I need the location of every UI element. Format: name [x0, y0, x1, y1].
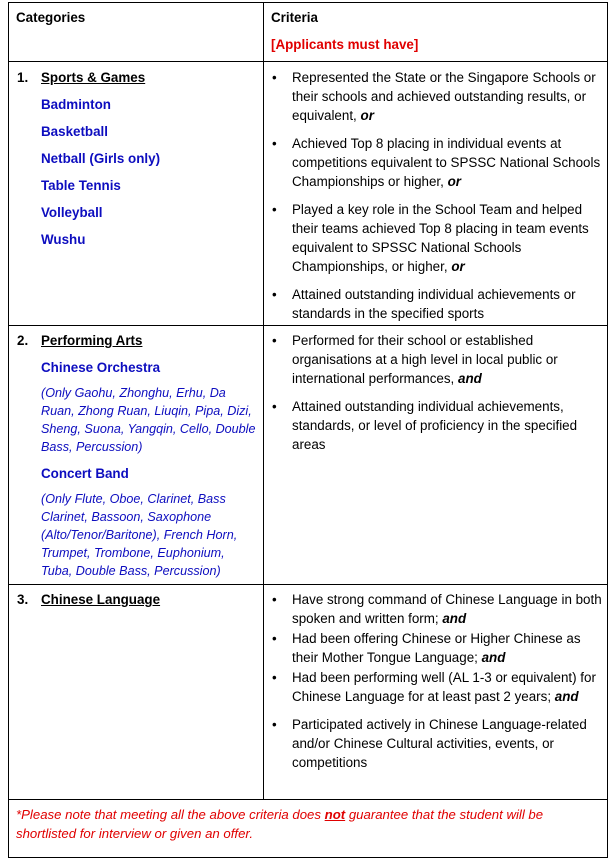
category-cell-sports	[9, 62, 264, 326]
criteria-table	[8, 2, 608, 858]
category-heading	[9, 68, 263, 87]
criteria-cell-chinese-language	[264, 585, 608, 800]
criteria-item: • Attained outstanding individual achievements, standards, or level of proficiency in the specified areas	[264, 397, 607, 454]
criteria-cell-performing-arts	[264, 326, 608, 585]
category-title: Chinese Language	[41, 592, 161, 607]
arts-group-instruments: (Only Gaohu, Zhonghu, Erhu, Da Ruan, Zhong Ruan, Liuqin, Pipa, Dizi, Sheng, Suona, Yangqin, Cello, Double Bass, Percussion)	[41, 386, 256, 454]
criteria-document	[8, 2, 607, 858]
category-title: Performing Arts	[41, 333, 143, 348]
sport-item: Volleyball	[41, 205, 103, 220]
category-heading	[9, 590, 263, 609]
header-row	[9, 3, 608, 62]
criteria-item: • Participated actively in Chinese Language-related and/or Chinese Cultural activities, events, or competitions	[264, 715, 607, 772]
sport-item: Netball (Girls only)	[41, 151, 161, 166]
criteria-item: • Attained outstanding individual achievements or standards in the specified sports	[264, 285, 607, 323]
category-number: 1.	[17, 70, 29, 85]
criteria-list	[264, 62, 607, 323]
category-row-sports	[9, 62, 608, 326]
footer-cell	[9, 800, 608, 858]
criteria-item: • Played a key role in the School Team and helped their teams achieved Top 8 placing in team events equivalent to SPSSC National Schools Championships, or higher, or	[264, 200, 607, 276]
arts-group-name: Chinese Orchestra	[41, 360, 161, 375]
category-title: Sports & Games	[41, 70, 146, 85]
criteria-list	[264, 326, 607, 454]
criteria-item: • Have strong command of Chinese Language in both spoken and written form; and	[264, 590, 607, 628]
header-categories-cell	[9, 3, 264, 62]
category-number: 2.	[17, 333, 29, 348]
header-criteria-cell	[264, 3, 608, 62]
criteria-cell-sports	[264, 62, 608, 326]
arts-group-instruments: (Only Flute, Oboe, Clarinet, Bass Clarinet, Bassoon, Saxophone (Alto/Tenor/Baritone), French Horn, Trumpet, Trombone, Euphonium, Tuba, Double Bass, Percussion)	[41, 492, 238, 578]
sport-item: Basketball	[41, 124, 108, 139]
criteria-item: • Achieved Top 8 placing in individual events at competitions equivalent to SPSSC National Schools Championships or higher, or	[264, 134, 607, 191]
footer-row	[9, 800, 608, 858]
sport-item: Table Tennis	[41, 178, 121, 193]
header-criteria: Criteria	[271, 10, 318, 25]
category-row-chinese-language	[9, 585, 608, 800]
criteria-item: • Had been offering Chinese or Higher Chinese as their Mother Tongue Language; and	[264, 629, 607, 667]
disclaimer-note: *Please note that meeting all the above criteria does not guarantee that the student will be shortlisted for interview or given an offer.	[16, 807, 544, 841]
category-cell-performing-arts	[9, 326, 264, 585]
category-heading	[9, 331, 263, 350]
category-row-performing-arts	[9, 326, 608, 585]
criteria-item: • Represented the State or the Singapore Schools or their schools and achieved outstanding results, or equivalent, or	[264, 68, 607, 125]
arts-group-name: Concert Band	[41, 466, 129, 481]
sport-item: Wushu	[41, 232, 86, 247]
sport-item: Badminton	[41, 97, 111, 112]
category-cell-chinese-language	[9, 585, 264, 800]
category-number: 3.	[17, 592, 29, 607]
criteria-item: • Had been performing well (AL 1-3 or equivalent) for Chinese Language for at least past 2 years; and	[264, 668, 607, 706]
requirement-note: [Applicants must have]	[271, 37, 419, 52]
criteria-item: • Performed for their school or established organisations at a high level in local public or international performances, and	[264, 331, 607, 388]
criteria-list	[264, 585, 607, 772]
header-categories: Categories	[16, 10, 86, 25]
